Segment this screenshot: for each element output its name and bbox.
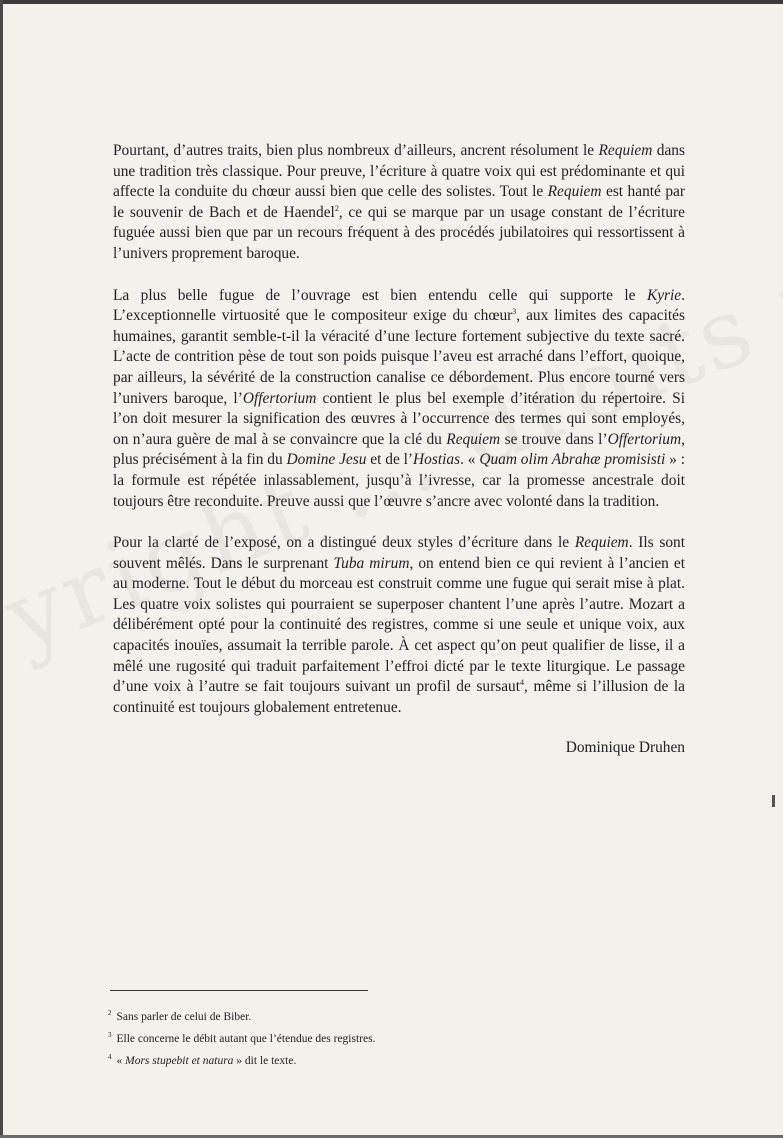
footnote-divider [110, 990, 368, 991]
footnotes [108, 1004, 608, 1069]
italic-title: Domine Jesu [286, 451, 367, 469]
text-run: , aux limites des capacités humaines, garantit semble-t-il la véracité d’une lecture fortement subjective du texte sacré. L’acte de contrition pèse de tout son poids puisque l’aveu est arraché dans l’effort, quoique, par ailleurs, la sévérité de la construction canalise ce débordement. Plus encore tourné vers l’univers baroque, l’ [113, 307, 686, 407]
author-signature: Dominique Druhen [565, 739, 685, 757]
text-run: . L’exceptionnelle virtuosité que le compositeur exige du chœur [113, 286, 685, 325]
margin-mark [772, 795, 775, 807]
text-run: Sans parler de celui de Biber. [116, 1010, 252, 1023]
footnote-item [108, 1026, 608, 1048]
italic-title: Requiem [547, 183, 602, 201]
text-run: » : la formule est répétée inlassablement, jusqu’à l’ivresse, car la promesse ancestrale doit toujours être reconduite. Preuve aussi que l’œuvre s’ancre avec volonté dans la tradition. [113, 451, 685, 510]
text-run: Elle concerne le débit autant que l’étendue des registres. [116, 1032, 376, 1045]
text-run: La plus belle fugue de l’ouvrage est bien entendu celle qui supporte le [113, 286, 647, 304]
text-run: est hanté par le souvenir de Bach et de Haendel [113, 183, 685, 221]
text-run: » dit le texte. [233, 1054, 297, 1067]
footnote-item [108, 1048, 608, 1070]
text-run: dans une tradition très classique. Pour preuve, l’écriture à quatre voix qui est prédominante et qui affecte la conduite du chœur aussi bien que celle des solistes. Tout le [113, 142, 685, 201]
text-run: . « [460, 451, 480, 469]
footnote-ref: 3 [512, 307, 517, 317]
text-run: contient le plus bel exemple d’itération du répertoire. Si l’on doit mesurer la signification des œuvres à l’occurrence des termes qui sont employés, on n’aura guère de mal à se convaincre que la clé du [113, 389, 685, 448]
scan-border-top [0, 0, 783, 4]
text-run: , même si l’illusion de la continuité est toujours globalement entretenue. [113, 678, 686, 716]
italic-title: Requiem [598, 142, 653, 159]
text-run: , plus précisément à la fin du [113, 430, 685, 469]
paragraph-1 [113, 141, 685, 265]
footnote-number: 3 [108, 1030, 112, 1039]
italic-title: Mors stupebit et natura [125, 1054, 234, 1067]
italic-title: Kyrie [646, 286, 682, 304]
text-run: Pour la clarté de l’exposé, on a distingué deux styles d’écriture dans le [113, 534, 575, 552]
article-body [113, 141, 685, 757]
footnote-number: 4 [108, 1052, 112, 1061]
footnote-item [108, 1004, 608, 1026]
italic-title: Offertorium [607, 430, 682, 448]
paragraph-2 [113, 286, 685, 513]
text-run: . Ils sont souvent mêlés. Dans le surprenant [113, 534, 685, 572]
footnote-ref: 4 [520, 678, 525, 688]
text-run: , on entend bien ce qui revient à l’ancien et au moderne. Tout le début du morceau est construit comme une fugue qui serait mise à plat. Les quatre voix solistes qui pourraient se superposer chantent l’une après l’autre. Mozart a délibérément opté pour la continuité des registres, comme si une seule et unique voix, aux capacités inouïes, assumait la terrible parole. À cet aspect qu’on peut qualifier de lisse, il a mêlé une rugosité qui traduit parfaitement l’effroi dicté par le texte liturgique. Le passage d’une voix à l’autre se fait toujours suivant un profil de sursaut [113, 554, 686, 696]
text-run: et de l’ [366, 451, 414, 469]
italic-title: Hostias [413, 451, 461, 469]
text-run: se trouve dans l’ [500, 430, 608, 448]
text-run: , ce qui se marque par un usage constant de l’écriture fuguée aussi bien que par un recours fréquent à des procédés jubilatoires qui ressortissent à l’univers proprement baroque. [113, 203, 685, 262]
text-run: Pourtant, d’autres traits, bien plus nombreux d’ailleurs, ancrent résolument le [113, 142, 599, 159]
footnote-ref: 2 [334, 203, 339, 213]
text-run: « [116, 1054, 126, 1067]
footnote-number: 2 [108, 1009, 112, 1017]
italic-title: Requiem [446, 430, 501, 448]
italic-title: Quam olim Abrahæ promisisti [479, 451, 666, 469]
italic-title: Offertorium [242, 389, 317, 407]
italic-title: Requiem [574, 534, 629, 552]
italic-title: Tuba mirum [333, 554, 410, 572]
paragraph-3 [113, 533, 685, 718]
